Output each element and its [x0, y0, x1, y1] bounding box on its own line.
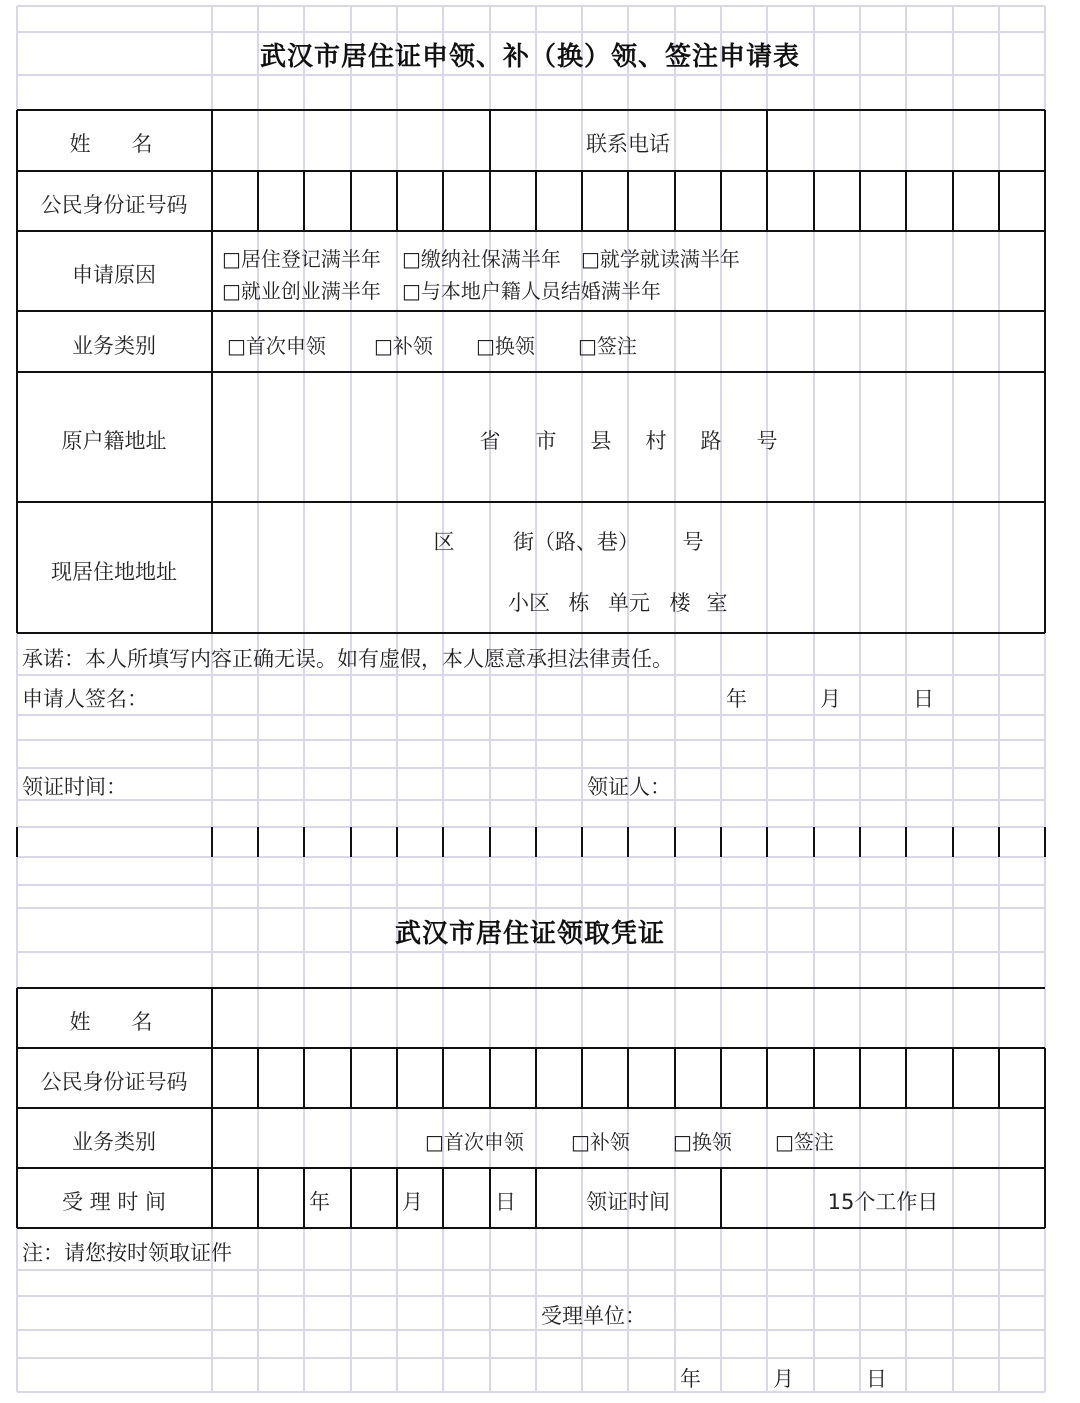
current-district: 区	[433, 530, 455, 554]
form1-name-field[interactable]	[213, 114, 489, 170]
form2-id-number-field[interactable]	[213, 1049, 1045, 1107]
current-unit: 单元	[608, 591, 650, 615]
form1-phone-field[interactable]	[768, 114, 1044, 170]
form2-collect-time-label: 领证时间	[586, 1190, 670, 1214]
form2-title: 武汉市居住证领取凭证	[394, 919, 666, 949]
origin-number: 号	[756, 429, 778, 453]
collect-time-label: 领证时间：	[22, 775, 127, 799]
origin-village: 村	[645, 429, 667, 453]
current-number: 号	[682, 530, 704, 554]
form2-name-field[interactable]	[213, 991, 1045, 1047]
signature-label: 申请人签名：	[22, 687, 148, 711]
accept-date-year: 年	[309, 1190, 330, 1214]
bottom-date-year: 年	[680, 1367, 701, 1391]
current-street: 街（路、巷）	[513, 530, 639, 554]
form2-note: 注：请您按时领取证件	[22, 1241, 232, 1265]
origin-road: 路	[700, 429, 722, 453]
form1-current-label: 现居住地地址	[51, 560, 177, 584]
bottom-date-month: 月	[773, 1367, 794, 1391]
form2-business-label: 业务类别	[72, 1130, 156, 1154]
accept-time-label: 受 理 时 间	[61, 1190, 167, 1214]
reason-option-social-security[interactable]: □缴纳社保满半年	[402, 247, 561, 271]
form1-name-label: 姓 名	[69, 132, 163, 156]
form1-title: 武汉市居住证申领、补（换）领、签注申请表	[259, 42, 801, 72]
sign-date-month: 月	[820, 687, 841, 711]
origin-county: 县	[590, 429, 612, 453]
form2-business-option-reissue[interactable]: □补领	[571, 1130, 630, 1154]
bottom-date-day: 日	[866, 1367, 887, 1391]
form1-id-number-field[interactable]	[213, 172, 1045, 230]
form2-business-option-endorse[interactable]: □签注	[775, 1130, 834, 1154]
form2-business-option-replace[interactable]: □换领	[673, 1130, 732, 1154]
business-option-first[interactable]: □首次申领	[227, 334, 326, 358]
accept-date-day: 日	[495, 1190, 516, 1214]
form2-id-label: 公民身份证号码	[40, 1070, 188, 1094]
accept-date-month: 月	[402, 1190, 423, 1214]
origin-city: 市	[535, 429, 557, 453]
sign-date-year: 年	[726, 687, 747, 711]
form1-reason-label: 申请原因	[72, 263, 156, 287]
current-community: 小区	[508, 591, 550, 615]
accept-unit-label: 受理单位：	[541, 1304, 646, 1328]
form1-phone-label: 联系电话	[586, 132, 670, 156]
collector-label: 领证人：	[587, 775, 671, 799]
current-floor: 楼	[669, 591, 691, 615]
form2-name-label: 姓 名	[69, 1010, 163, 1034]
reason-option-marriage[interactable]: □与本地户籍人员结婚满半年	[402, 279, 661, 303]
reason-option-study[interactable]: □就学就读满半年	[581, 247, 740, 271]
current-building: 栋	[568, 591, 590, 615]
current-room: 室	[706, 591, 728, 615]
form2-business-option-first[interactable]: □首次申领	[425, 1130, 524, 1154]
pledge-text: 承诺：本人所填写内容正确无误。如有虚假，本人愿意承担法律责任。	[22, 647, 673, 671]
form1-id-label: 公民身份证号码	[40, 193, 188, 217]
sign-date-day: 日	[913, 687, 934, 711]
origin-province: 省	[479, 429, 501, 453]
business-option-replace[interactable]: □换领	[476, 334, 535, 358]
business-option-endorse[interactable]: □签注	[578, 334, 637, 358]
signature-field[interactable]	[150, 678, 710, 712]
business-option-reissue[interactable]: □补领	[374, 334, 433, 358]
reason-option-employment[interactable]: □就业创业满半年	[222, 279, 381, 303]
reason-option-residence[interactable]: □居住登记满半年	[222, 247, 381, 271]
form1-business-label: 业务类别	[72, 334, 156, 358]
form1-origin-label: 原户籍地址	[61, 429, 167, 453]
collect-time-value: 15个工作日	[827, 1190, 939, 1214]
